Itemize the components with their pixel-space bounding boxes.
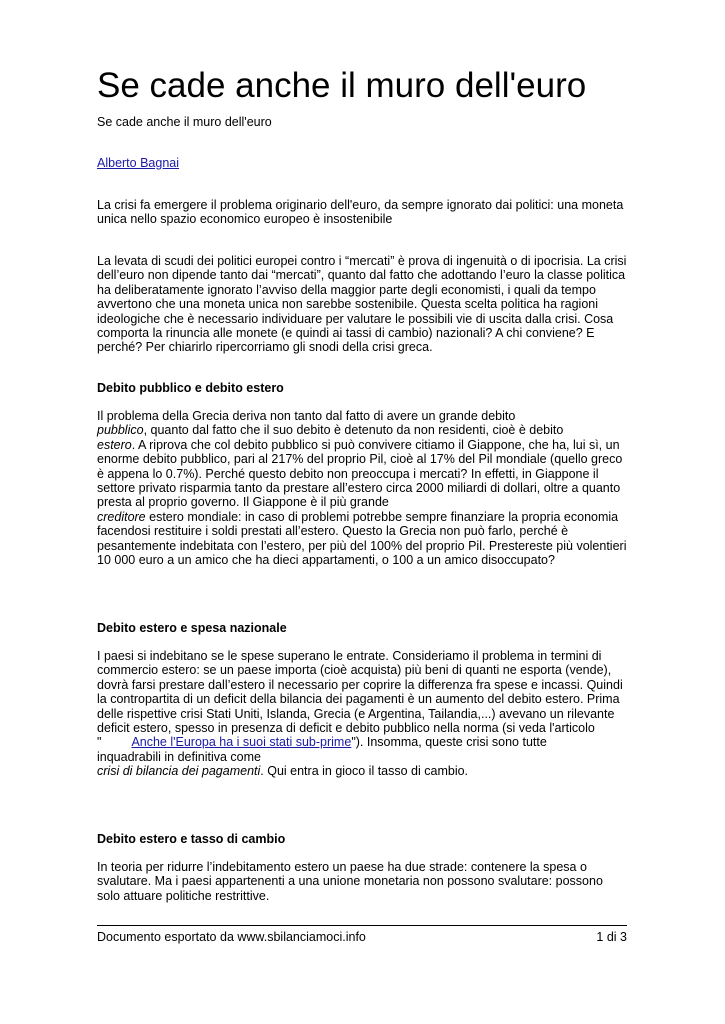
emphasis-pubblico: pubblico	[97, 423, 144, 438]
article-link[interactable]: Anche l'Europa ha i suoi stati sub-prime	[131, 735, 352, 750]
page-title: Se cade anche il muro dell'euro	[97, 66, 587, 105]
intro-paragraph: La crisi fa emergere il problema originario dell'euro, da sempre ignorato dai politici: una moneta unica nello spazio economico europeo è insostenibile	[97, 198, 624, 227]
text-run: estero mondiale: in caso di problemi potrebbe sempre finanziare la propria economia facendosi restituire i soldi prestati all’estero. Questo la Grecia non può farlo, perché è pesantemente indebitata con l’estero, per più del 100% del proprio Pil. Prestereste più volentieri 10 000 euro a un amico che ha dieci appartamenti, o 100 a un amico disoccupato?	[97, 509, 627, 568]
text-run: . A riprova che col debito pubblico si può convivere citiamo il Giappone, che ha, lui sì, un enorme debito pubblico, pari al 217% del proprio Pil, cioè al 17% del Pil mondiale (quello greco è appena lo 0.7%). Perché questo debito non preoccupa i mercati? In effetti, in Giappone il settore privato risparmia tanto da prestare all’estero circa 2000 miliardi di dollari, oltre a quanto presta al proprio governo. Il Giappone è il più grande	[97, 437, 623, 510]
text-run: inquadrabili in definitiva come	[97, 749, 261, 764]
subtitle: Se cade anche il muro dell'euro	[97, 115, 272, 129]
emphasis-estero: estero	[97, 437, 132, 452]
emphasis-creditore: creditore	[97, 509, 146, 524]
section-1-paragraph	[97, 409, 627, 567]
text-run: . Qui entra in gioco il tasso di cambio.	[260, 764, 469, 779]
author-link[interactable]: Alberto Bagnai	[97, 156, 180, 170]
section-heading-2: Debito estero e spesa nazionale	[97, 621, 287, 635]
author-paragraph	[97, 156, 627, 170]
quote-mark: "	[97, 735, 102, 750]
section-3-paragraph: In teoria per ridurre l’indebitamento estero un paese ha due strade: contenere la spesa o svalutare. Ma i paesi appartenenti a una unione monetaria non possono svalutare: possono solo attuare politiche restrittive.	[97, 860, 603, 903]
footer-source: Documento esportato da www.sbilanciamoci.info	[97, 930, 366, 944]
text-run: , quanto dal fatto che il suo debito è detenuto da non residenti, cioè è debito	[143, 423, 564, 438]
body-paragraph-2: La levata di scudi dei politici europei contro i “mercati” è prova di ingenuità o di ipocrisia. La crisi dell’euro non dipende tanto dai “mercati”, quanto dal fatto che adottando l’euro la classe politica ha deliberatamente ignorato l’avviso della maggior parte degli economisti, i quali da tempo avvertono che una moneta unica non sarebbe sostenibile. Questa scelta politica ha ragioni ideologiche che è necessario individuare per valutare le possibili vie di uscita dalla crisi. Cosa comporta la rinuncia alle monete (e quindi ai tassi di cambio) nazionali? A chi conviene? E perché? Per chiarirlo ripercorriamo gli snodi della crisi greca.	[97, 254, 627, 355]
text-run: "). Insomma, queste crisi sono tutte	[351, 735, 547, 750]
section-2-paragraph	[97, 649, 627, 779]
footer-divider	[97, 925, 627, 926]
page-footer	[97, 930, 627, 944]
page-number: 1 di 3	[596, 930, 627, 944]
text-run: Il problema della Grecia deriva non tanto dal fatto di avere un grande debito	[97, 409, 516, 423]
emphasis-crisi: crisi di bilancia dei pagamenti	[97, 764, 261, 779]
text-run: I paesi si indebitano se le spese superano le entrate. Consideriamo il problema in termini di commercio estero: se un paese importa (cioè acquista) più beni di quanti ne esporta (vende), dovrà farsi prestare dall’estero il necessario per coprire la differenza fra spese e incassi. Quindi la contropartita di un deficit della bilancia dei pagamenti è un aumento del debito estero. Prima delle rispettive crisi Stati Uniti, Islanda, Grecia (e Argentina, Tailandia,...) avevano un rilevante deficit estero, spesso in presenza di deficit e debito pubblico nella norma (si veda l'articolo	[97, 649, 623, 736]
section-heading-3: Debito estero e tasso di cambio	[97, 832, 286, 846]
section-heading-1: Debito pubblico e debito estero	[97, 381, 284, 395]
